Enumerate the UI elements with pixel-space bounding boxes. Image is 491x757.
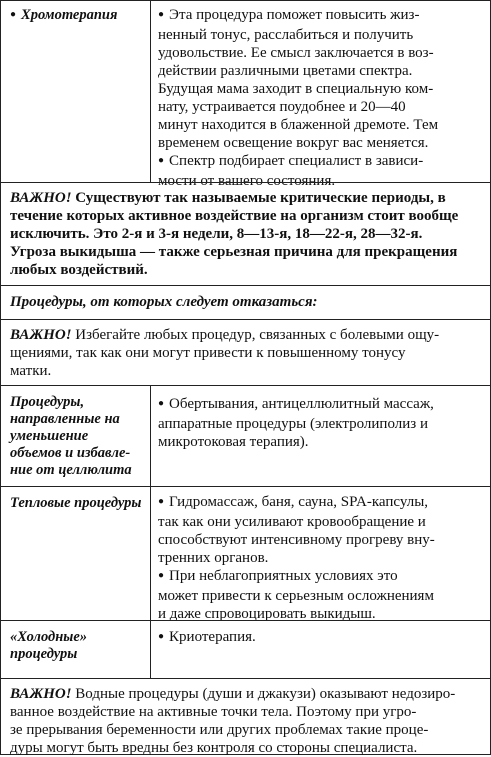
bullet-icon bbox=[10, 7, 21, 23]
bullet-icon bbox=[158, 7, 169, 23]
row-label: «Холодные» процедуры bbox=[10, 629, 88, 662]
bullet-icon bbox=[158, 629, 169, 645]
row-label-cell bbox=[1, 621, 151, 678]
section-heading: Процедуры, от которых следует отказаться: bbox=[10, 294, 318, 310]
row-label-cell bbox=[1, 487, 151, 620]
warning-critical-periods bbox=[1, 182, 490, 285]
warning-pain-procedures bbox=[1, 319, 490, 385]
bullet-paragraph: ● Обертывания, антицеллюлитный массаж, аппаратные процедуры (электролиполиз и микротоковая терапия). bbox=[158, 395, 484, 451]
bullet-icon bbox=[158, 568, 169, 584]
bullet-paragraph: ● Гидромассаж, баня, сауна, SPA-капсулы, так как они усиливают кровообращение и способствуют интенсивному прогреву вну- тренних органов. ● При неблагоприятных условиях это может привести к серьезным осложнениям и даже спровоцировать выкидыш. bbox=[158, 493, 484, 623]
bullet-icon bbox=[158, 396, 169, 412]
bullet-paragraph: ● Криотерапия. bbox=[158, 628, 484, 648]
bullet-paragraph: ● Эта процедура поможет повысить жиз- ненный тонус, расслабиться и получить удовольствие. Ее смысл заключается в воз- действии различными цветами спектра. Будущая мама заходит в специальную ком- нату, устраивается поудобнее и 20—40 минут находится в блаженной дремоте. Тем временем освещение вокруг вас меняется. ● Спектр подбирает специалист в зависи- мости от вашего состояния. bbox=[158, 6, 484, 190]
row-label: Тепловые процедуры bbox=[10, 495, 142, 511]
table-row-thermal bbox=[1, 486, 490, 620]
warning-text: ВАЖНО! Существуют так называемые критические периоды, в течение которых активное воздействие на организм стоит вообще исключить. Это 2-я и 3-я недели, 8—13-я, 18—22-я, 28—32-я. Угроза выкидыша — также серьезная причина для прекращения любых воздействий. bbox=[10, 190, 459, 278]
bullet-icon bbox=[158, 494, 169, 510]
table-row-chromotherapy bbox=[1, 1, 490, 189]
row-label-cell bbox=[1, 386, 151, 486]
section-heading-row bbox=[1, 285, 490, 319]
warning-water-procedures bbox=[1, 678, 490, 754]
row-label: ● Хромотерапия bbox=[10, 7, 145, 25]
table-row-cold bbox=[1, 620, 490, 678]
row-label-cell bbox=[1, 1, 151, 182]
warning-text: ВАЖНО! Избегайте любых процедур, связанных с болевыми ощу- щениями, так как они могут привести к повышенному тонусу матки. bbox=[10, 327, 440, 379]
row-label: Процедуры, направленные на уменьшение объемов и избавле- ние от целлюлита bbox=[10, 394, 132, 478]
warning-text: ВАЖНО! Водные процедуры (души и джакузи) оказывают недозиро- ванное воздействие на активные точки тела. Поэтому при угро- зе прерывания беременности или других проблемах такие проце- дуры могут быть вредны без контроля со стороны специалиста. bbox=[10, 686, 456, 756]
table-row-cellulite bbox=[1, 385, 490, 486]
bullet-icon bbox=[158, 153, 169, 169]
